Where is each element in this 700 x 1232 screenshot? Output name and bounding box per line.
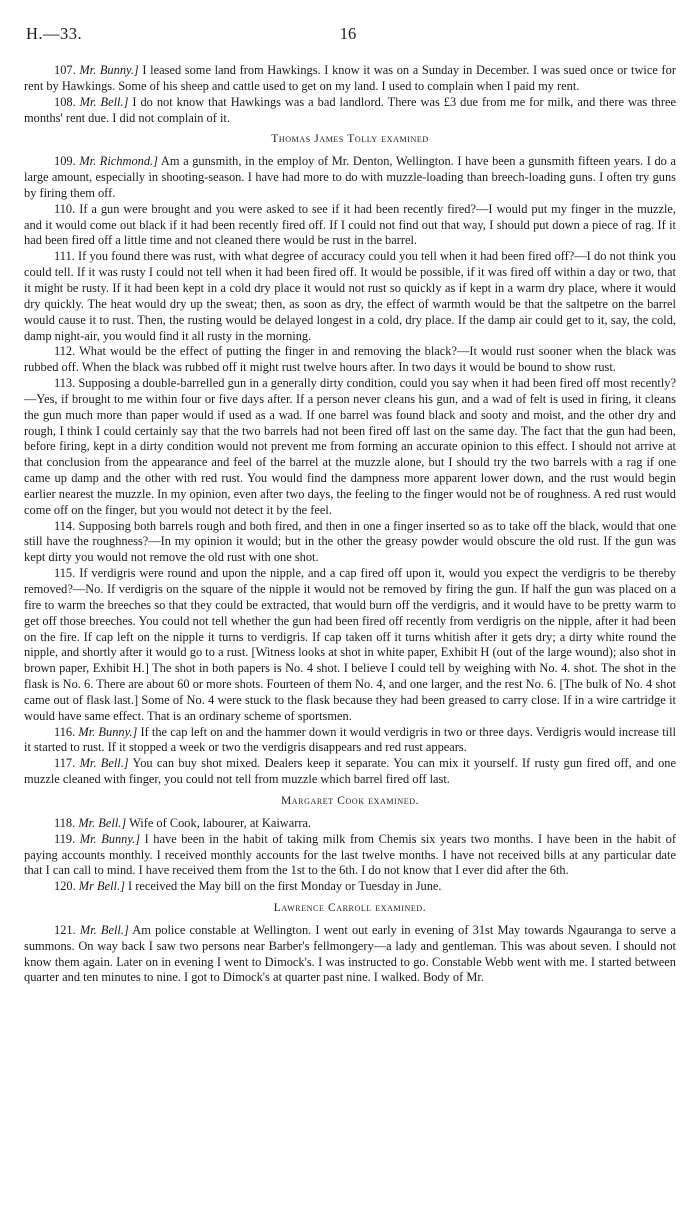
page-header — [26, 24, 670, 48]
testimony-paragraph — [24, 202, 676, 250]
question-number: 118. — [54, 815, 76, 830]
question-number: 109. — [54, 154, 76, 169]
question-number: 107. — [54, 63, 76, 77]
examiner-name: Mr. Bell.] — [79, 94, 129, 109]
question-number: 116. — [54, 724, 76, 739]
question-number: 117. — [54, 756, 76, 771]
examiner-name: Mr. Bell.] — [79, 922, 129, 937]
testimony-paragraph — [24, 923, 676, 986]
examiner-name: Mr. Bunny.] — [79, 831, 141, 846]
testimony-paragraph — [24, 519, 676, 567]
question-number: 113. — [54, 376, 76, 391]
testimony-text: If the cap left on and the hammer down it would verdigris in two or three days. Verdigris would increase till it started to rust. If it stopped a week or two the verdigris disappears and red rust appears. — [24, 724, 676, 755]
testimony-text: You can buy shot mixed. Dealers keep it separate. You can mix it yourself. If rusty gun fired off, and one muzzle cleaned with finger, you could not tell from muzzle which barrel fired off last. — [24, 756, 676, 787]
testimony-text: Am police constable at Wellington. I went out early in evening of 31st May towards Ngauranga to serve a summons. On way back I saw two persons near Barber's fellmongery—a lady and gentleman. This was about seven. I should not know them again. Later on in evening I went to Dimock's. I was instructed to go. Constable Webb went with me. I started between quarter and ten minutes to nine. I got to Dimock's at quarter past nine. I walked. Body of Mr. — [24, 922, 676, 985]
witness-heading: Margaret Cook examined. — [280, 794, 420, 807]
examiner-name: Mr. Bell.] — [78, 815, 127, 830]
testimony-text: I leased some land from Hawkings. I know it was on a Sunday in December. I was sued once or twice for rent by Hawkings. Some of his sheep and cattle used to get on my land. I used to complain when I paid my rent. — [24, 63, 676, 93]
document-body — [24, 63, 676, 986]
question-number: 110. — [54, 201, 76, 216]
testimony-paragraph — [24, 832, 676, 880]
question-number: 119. — [54, 831, 76, 846]
testimony-text: What would be the effect of putting the finger in and removing the black?—It would rust sooner when the black was rubbed off. When the black was rubbed off it might rust twelve hours after. In two days it would be bound to show rust. — [24, 344, 677, 375]
testimony-paragraph — [24, 249, 676, 344]
testimony-paragraph — [24, 95, 676, 127]
testimony-text: Supposing both barrels rough and both fired, and then in one a finger inserted so as to take off the black, would that one still have the roughness?—In my opinion it would; but in the other the greasy powder would obscure the old rust. If the gun was kept dirty you would not remove the old rust with one shot. — [24, 518, 676, 565]
question-number: 111. — [54, 249, 75, 264]
examiner-name: Mr. Bunny.] — [79, 63, 139, 77]
examiner-name: Mr. Bell.] — [79, 756, 129, 771]
examiner-name: Mr. Bunny.] — [78, 724, 138, 739]
testimony-paragraph — [24, 816, 676, 832]
testimony-text: I do not know that Hawkings was a bad landlord. There was £3 due from me for milk, and there was three months' rent due. I did not complain of it. — [24, 94, 676, 125]
testimony-paragraph — [24, 725, 676, 757]
question-number: 112. — [54, 344, 76, 359]
question-number: 108. — [54, 94, 76, 109]
testimony-paragraph — [24, 756, 676, 788]
testimony-paragraph — [24, 566, 676, 724]
testimony-text: If a gun were brought and you were asked to see if it had been recently fired?—I would put my finger in the muzzle, and it would come out black if it had been recently fired off. If I could not find out that way, I should put down a piece of rag. If it had been fired off a little time and not cleaned there would be rust in the barrel. — [24, 201, 676, 248]
question-number: 120. — [54, 879, 76, 894]
testimony-text: Wife of Cook, labourer, at Kaiwarra. — [129, 815, 312, 830]
examiner-name: Mr Bell.] — [78, 879, 125, 894]
testimony-paragraph — [24, 344, 676, 376]
question-number: 114. — [54, 518, 76, 533]
question-number: 121. — [54, 922, 76, 937]
document-reference: H.—33. — [26, 24, 83, 43]
question-number: 115. — [54, 566, 76, 581]
testimony-text: Supposing a double-barrelled gun in a generally dirty condition, could you say when it had been fired off most recently?—Yes, if brought to me within four or five days after. If a person never cleans his gun, and a wad of felt is used in firing, it cleans the gun much more than paper would if used as a wad. If one barrel was found black and sooty and moist, and the other dry and rough, I think I could certainly say that the two barrels had not been fired off last on the same day. The fact that the gun had been, before firing, kept in a dirty condition would not prevent me from forming an accurate opinion to this effect. I should not arrive at that conclusion from the appearance and feel of the barrel at the muzzle alone, but I should try the two barrels with a rag if one came up damp and the other with red rust. You would find the dampness more apparent lower down, and the rust would begin earlier nearest the muzzle. In my opinion, even after two days, the feeling to the finger would not be of roughness. A red rust would come off on the finger, but you would not detect it by the feel. — [24, 376, 676, 517]
testimony-text: I received the May bill on the first Monday or Tuesday in June. — [128, 879, 442, 894]
testimony-paragraph — [24, 154, 676, 202]
testimony-paragraph — [24, 63, 676, 95]
page-number: 16 — [339, 24, 357, 43]
testimony-text: I have been in the habit of taking milk from Chemis six years two months. I have been in the habit of paying accounts monthly. I received monthly accounts for the last twelve months. I have not received bills at any particular date that I can call to mind. I have received them from the 1st to the 6th. I do not know that I ever did after the 6th. — [24, 831, 676, 878]
testimony-text: If verdigris were round and upon the nipple, and a cap fired off upon it, would you expect the verdigris to be thereby removed?—No. If verdigris on the square of the nipple it would not be removed by firing the gun. If half the gun was placed on a fire to warm the breeches so that they could be extracted, that would burn off the verdigris, and it would have to be pretty warm to get off those breeches. You could not tell whether the gun had been fired off recently from verdigris on the nipple, after it had been on the fire. If cap left on the nipple it turns to verdigris. If cap taken off it turns whitish after it gets dry; a dirty white round the nipple, and shortly after it would go to a rust. [Witness looks at shot in white paper, Exhibit H (out of the large wound); also shot in brown paper, Exhibit H.] The shot in both papers is No. 4 shot. I believe I could tell by weighing with No. 4. shot. The shot in the flask is No. 6. There are about 60 or more shots. Fourteen of them No. 4, and one larger, and the rest No. 6. [The bulk of No. 4 shot came out of flask last.] Some of No. 4 were stuck to the flask because they had been greased to carry close. If in a wire cartridge it would have same effect. That is an ordinary scheme of sportsmen. — [24, 566, 676, 723]
witness-heading: Lawrence Carroll examined. — [273, 902, 427, 915]
examiner-name: Mr. Richmond.] — [79, 154, 158, 169]
testimony-text: Am a gunsmith, in the employ of Mr. Denton, Wellington. I have been a gunsmith fifteen years. I do a large amount, especially in shooting-season. I have had more to do with muzzle-loading than breech-loading guns. I often try guns by firing them off. — [24, 154, 676, 200]
testimony-text: If you found there was rust, with what degree of accuracy could you tell when it had been fired off?—I do not think you could tell. If it was rusty I could not tell when it had been fired off. It would be possible, if it was fired off within a day or two, that it might be rusty. If it had been kept in a cold dry place it would not rust so quickly as if kept in a warm dry place, where it would dry quickly. The heat would dry up the sweat; then, as soon as dry, the effect of warmth would be that the saltpetre on the barrel would cause it to rust. Then, the rusting would be delayed longest in a cold, dry place. If the damp air could get to it, say, the cold, damp night-air, you would find it all rusty in the morning. — [24, 249, 676, 343]
witness-heading: Thomas James Tolly examined — [271, 133, 429, 146]
testimony-paragraph — [24, 879, 676, 895]
testimony-paragraph — [24, 376, 676, 519]
